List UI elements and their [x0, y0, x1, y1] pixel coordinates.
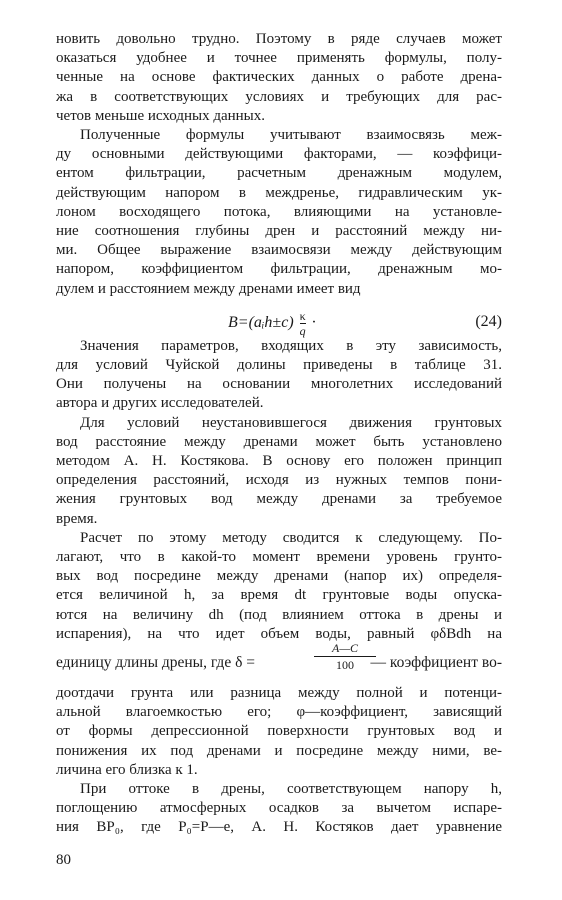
text-line: доотдачи грунта или разница между полной и потенци- — [56, 685, 502, 701]
text-line: вых вод посредине между дренами (напор их) определя- — [56, 568, 502, 585]
delta-text-after: — коэффициент во- — [370, 654, 502, 671]
formula-24 — [56, 301, 502, 341]
text-line: Для условий неустановившегося движения грунтовых — [80, 414, 502, 431]
text-line: При оттоке в дрены, соответствующем напору h, — [80, 781, 502, 797]
text-line: личина его близка к 1. — [56, 761, 198, 778]
text-line: жения грунтовых вод между дренами за требуемое — [56, 491, 502, 508]
text-line: ния BP₀, где P₀=P—e, А. Н. Костяков дает уравнение — [56, 819, 502, 836]
formula-fraction — [300, 309, 306, 338]
formula-expression — [228, 309, 316, 338]
formula-numerator: κ — [299, 308, 306, 323]
text-line: ются на величину dh (под влиянием оттока в дрены и — [56, 606, 502, 623]
text-line: ется величиной h, за время dt грунтовые воды опуска- — [56, 587, 502, 604]
text-line: жа в соответствующих условиях и требующих для рас- — [56, 88, 502, 105]
formula-lhs: B=(aᵢh±c) — [228, 313, 294, 331]
text-line: для условий Чуйской долины приведены в таблице 31. — [56, 357, 502, 373]
text-line: лоном восходящего потока, влияющими на установле- — [56, 203, 502, 220]
text-line: Значения параметров, входящих в эту зависимость, — [80, 337, 502, 354]
delta-denominator: 100 — [314, 656, 376, 673]
text-line: новить довольно трудно. Поэтому в ряде случаев может — [56, 31, 502, 47]
delta-text-before: единицу длины дрены, где δ = — [56, 654, 255, 671]
text-line: определения расстояний, исходя из нужных темпов пони- — [56, 472, 502, 489]
text-line: Расчет по этому методу сводится к следующему. По- — [80, 529, 502, 546]
text-line: действующим напором в междренье, гидравлическим ук- — [56, 184, 502, 201]
text-line: Они получены на основании многолетних исследований — [56, 376, 502, 393]
text-line: ентом фильтрации, расчетным дренажным модулем, — [56, 165, 502, 182]
text-line: ми. Общее выражение взаимосвязи между действующим — [56, 242, 502, 259]
delta-numerator: A—C — [331, 641, 358, 655]
text-line: лагают, что в какой-то момент времени уровень грунто- — [56, 549, 502, 565]
text-line: ние соотношения глубины дрен и расстояний между ни- — [56, 223, 502, 239]
text-line: напором, коэффициентом фильтрации, дренажным мо- — [56, 261, 502, 278]
text-line: испарения), на что идет объем воды, равный φδBdh на — [56, 625, 502, 642]
delta-formula-line — [56, 640, 502, 684]
text-line: ду основными действующими факторами, — коэффици- — [56, 146, 502, 163]
formula-denominator: q — [299, 323, 306, 338]
text-line: альной влагоемкостью его; φ—коэффициент, зависящий — [56, 704, 502, 721]
equation-number: (24) — [475, 312, 502, 330]
text-line: методом А. Н. Костякова. В основу его положен принцип — [56, 453, 502, 469]
text-line: ченные на основе фактических данных о работе дрена- — [56, 69, 502, 86]
page-number: 80 — [56, 851, 71, 868]
text-line: время. — [56, 510, 98, 527]
text-line: вод расстояние между дренами может быть установлено — [56, 433, 502, 450]
text-line: оказаться удобнее и точнее применять формулы, полу- — [56, 50, 502, 67]
formula-tail: · — [311, 313, 316, 331]
text-line: автора и других исследователей. — [56, 395, 264, 412]
delta-fraction — [314, 640, 376, 673]
text-line: понижения их под дренами и посредине между ними, ве- — [56, 742, 502, 759]
text-line: дулем и расстоянием между дренами имеет вид — [56, 280, 361, 297]
text-line: четов меньше исходных данных. — [56, 107, 266, 124]
text-line: от формы депрессионной поверхности грунтовых вод и — [56, 723, 502, 740]
text-line: Полученные формулы учитывают взаимосвязь меж- — [80, 127, 502, 143]
text-line: поглощению атмосферных осадков за вычетом испаре- — [56, 800, 502, 817]
